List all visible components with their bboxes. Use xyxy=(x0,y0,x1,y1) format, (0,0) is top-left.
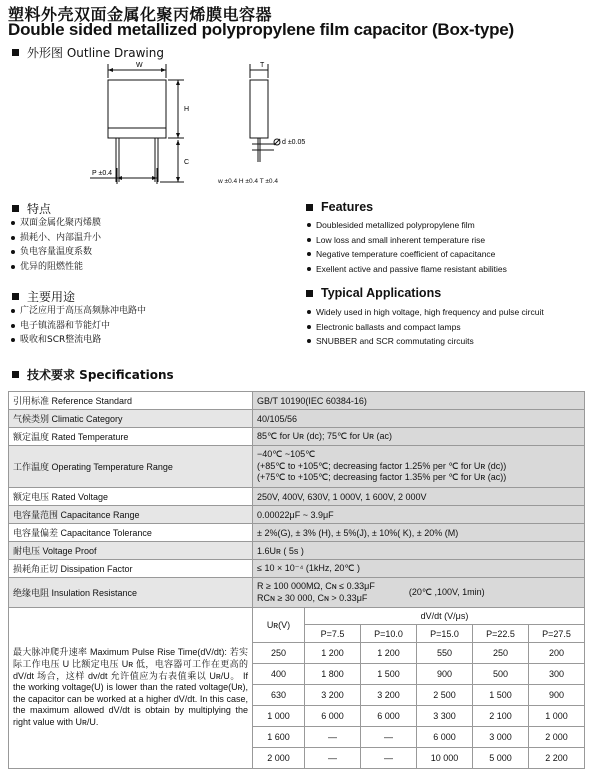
applications-cn-heading xyxy=(12,288,75,305)
side-body-outline xyxy=(250,80,268,138)
spec-value-note: (20℃ ,100V, 1min) xyxy=(408,587,485,597)
t-label: T xyxy=(260,62,265,69)
table-row xyxy=(9,392,585,410)
dvdt-cell: 900 xyxy=(417,664,473,685)
specs-table xyxy=(8,391,585,769)
spec-label: 损耗角正切 Dissipation Factor xyxy=(9,560,253,578)
dvdt-cell: 2 000 xyxy=(529,727,585,748)
dvdt-cell: 1 800 xyxy=(305,664,361,685)
pitch-header: P=7.5 xyxy=(305,625,361,643)
table-row xyxy=(9,608,585,625)
d-label: d ±0.05 xyxy=(282,139,306,146)
dvdt-cell: 6 000 xyxy=(417,727,473,748)
table-row xyxy=(9,488,585,506)
list-item: 优异的阻燃性能 xyxy=(10,260,101,275)
title-chinese: 塑料外壳双面金属化聚丙烯膜电容器 xyxy=(8,5,273,24)
dvdt-cell: 500 xyxy=(473,664,529,685)
table-row xyxy=(9,506,585,524)
spec-value: 0.00022μF ~ 3.9μF xyxy=(253,506,585,524)
pitch-header: P=10.0 xyxy=(361,625,417,643)
list-item: Doublesided metallized polypropylene film xyxy=(306,218,507,233)
spec-label: 电容量范围 Capacitance Range xyxy=(9,506,253,524)
table-row xyxy=(9,446,585,488)
spec-value: 85℃ for Uʀ (dc); 75℃ for Uʀ (ac) xyxy=(253,428,585,446)
dvdt-cell: 3 200 xyxy=(361,685,417,706)
spec-value: 250V, 400V, 630V, 1 000V, 1 600V, 2 000V xyxy=(253,488,585,506)
table-row xyxy=(9,428,585,446)
list-item: 损耗小、内部温升小 xyxy=(10,231,101,246)
dvdt-cell: 300 xyxy=(529,664,585,685)
spec-value-line: (+85℃ to +105℃; decreasing factor 1.25% per ℃ for Uʀ (dc)) xyxy=(257,460,507,471)
ur-cell: 1 000 xyxy=(253,706,305,727)
dvdt-cell: 900 xyxy=(529,685,585,706)
table-row xyxy=(9,542,585,560)
spec-value-line: RCɴ ≥ 30 000, Cɴ > 0.33μF xyxy=(257,592,368,603)
spec-value xyxy=(253,446,585,488)
dvdt-group-header: dV/dt (V/μs) xyxy=(305,608,585,625)
h-label: H xyxy=(184,106,190,113)
applications-cn-list xyxy=(10,304,146,348)
spec-label: 绝缘电阻 Insulation Resistance xyxy=(9,578,253,608)
dvdt-cell: — xyxy=(361,727,417,748)
table-row xyxy=(9,524,585,542)
dvdt-cell: 2 100 xyxy=(473,706,529,727)
list-item: Electronic ballasts and compact lamps xyxy=(306,320,544,335)
specs-heading xyxy=(12,366,174,383)
spec-value: 1.6Uʀ ( 5s ) xyxy=(253,542,585,560)
dvdt-cell: 250 xyxy=(473,643,529,664)
list-item: Negative temperature coefficient of capacitance xyxy=(306,247,507,262)
square-bullet-icon xyxy=(306,204,313,211)
list-item: 吸收和SCR整流电路 xyxy=(10,333,146,348)
dvdt-cell: 3 000 xyxy=(473,727,529,748)
list-item: Exellent active and passive flame resistant abilities xyxy=(306,262,507,277)
features-cn-list xyxy=(10,216,101,274)
list-item: 电子镇流器和节能灯中 xyxy=(10,319,146,334)
spec-value: ≤ 10 × 10⁻⁴ (1kHz, 20℃ ) xyxy=(253,560,585,578)
dvdt-cell: 5 000 xyxy=(473,748,529,769)
features-en-list xyxy=(306,218,507,276)
spec-value: ± 2%(G), ± 3% (H), ± 5%(J), ± 10%( K), ± 20% (M) xyxy=(253,524,585,542)
dvdt-cell: 2 200 xyxy=(529,748,585,769)
dvdt-cell: 550 xyxy=(417,643,473,664)
dvdt-description: 最大脉冲爬升速率 Maximum Pulse Rise Time(dV/dt): 若实际工作电压 U 比额定电压 Uʀ 低，电容器可工作在更高的 dV/dt 场合，这样 dv/dt 允许值应为右表值乘以 Uʀ/U。 If the working voltage(U) is lower than the rated voltage(Uʀ), the capacitor can be worked at a higher dV/dt. In this case, the maximum allowed dV/dt is obtain by multiplying the right value with Uʀ/U. xyxy=(9,608,253,769)
square-bullet-icon xyxy=(306,290,313,297)
ur-cell: 630 xyxy=(253,685,305,706)
features-en-heading-text: Features xyxy=(321,200,374,214)
dvdt-cell: 1 000 xyxy=(529,706,585,727)
dvdt-cell: 1 200 xyxy=(361,643,417,664)
spec-label: 气候类别 Climatic Category xyxy=(9,410,253,428)
spec-value-line: R ≥ 100 000MΩ, Cɴ ≤ 0.33μF xyxy=(257,581,375,591)
pitch-header: P=15.0 xyxy=(417,625,473,643)
dvdt-cell: 6 000 xyxy=(361,706,417,727)
pitch-header: P=27.5 xyxy=(529,625,585,643)
spec-value-line: −40℃ ~105℃ xyxy=(257,449,316,460)
square-bullet-icon xyxy=(12,49,19,56)
table-row xyxy=(9,560,585,578)
square-bullet-icon xyxy=(12,205,19,212)
spec-label: 工作温度 Operating Temperature Range xyxy=(9,446,253,488)
spec-value: GB/T 10190(IEC 60384-16) xyxy=(253,392,585,410)
spec-label: 额定电压 Rated Voltage xyxy=(9,488,253,506)
c-label: C xyxy=(184,159,190,166)
spec-value xyxy=(253,578,585,608)
list-item: 负电容量温度系数 xyxy=(10,245,101,260)
ur-header: Uʀ(V) xyxy=(253,608,305,643)
spec-label: 耐电压 Voltage Proof xyxy=(9,542,253,560)
features-cn-heading xyxy=(12,200,51,217)
square-bullet-icon xyxy=(12,371,19,378)
applications-cn-heading-text: 主要用途 xyxy=(27,290,76,304)
list-item: Widely used in high voltage, high frequency and pulse circuit xyxy=(306,305,544,320)
spec-value: 40/105/56 xyxy=(253,410,585,428)
features-en-heading xyxy=(306,200,373,214)
outline-heading-text: 外形图 Outline Drawing xyxy=(27,46,164,60)
title-english: Double sided metallized polypropylene film capacitor (Box-type) xyxy=(8,20,514,39)
list-item: Low loss and small inherent temperature rise xyxy=(306,233,507,248)
ur-cell: 250 xyxy=(253,643,305,664)
ur-cell: 1 600 xyxy=(253,727,305,748)
dimension-tolerances: w ±0.4 H ±0.4 T ±0.4 xyxy=(218,178,278,185)
dvdt-cell: 3 300 xyxy=(417,706,473,727)
w-label: W xyxy=(136,62,143,69)
applications-en-heading xyxy=(306,286,441,300)
list-item: 广泛应用于高压高频脉冲电路中 xyxy=(10,304,146,319)
dvdt-cell: 1 200 xyxy=(305,643,361,664)
dvdt-cell: 1 500 xyxy=(361,664,417,685)
dvdt-cell: — xyxy=(305,727,361,748)
dvdt-cell: 1 500 xyxy=(473,685,529,706)
table-row xyxy=(9,410,585,428)
spec-label: 引用标准 Reference Standard xyxy=(9,392,253,410)
outline-drawing xyxy=(60,56,340,192)
dvdt-cell: — xyxy=(361,748,417,769)
table-row xyxy=(9,578,585,608)
dvdt-cell: 3 200 xyxy=(305,685,361,706)
dvdt-cell: 2 500 xyxy=(417,685,473,706)
specs-heading-text: 技术要求 Specifications xyxy=(27,368,174,382)
dvdt-cell: 10 000 xyxy=(417,748,473,769)
spec-label: 额定温度 Rated Temperature xyxy=(9,428,253,446)
spec-label: 电容量偏差 Capacitance Tolerance xyxy=(9,524,253,542)
ur-cell: 400 xyxy=(253,664,305,685)
front-body-outline xyxy=(108,80,166,138)
dvdt-cell: 6 000 xyxy=(305,706,361,727)
list-item: 双面金属化聚丙烯膜 xyxy=(10,216,101,231)
spec-value-line: (+75℃ to +105℃; decreasing factor 1.35% per ℃ for Uʀ (ac)) xyxy=(257,472,507,483)
applications-en-heading-text: Typical Applications xyxy=(321,286,442,300)
dvdt-cell: — xyxy=(305,748,361,769)
list-item: SNUBBER and SCR commutating circuits xyxy=(306,334,544,349)
p-label: P ±0.4 xyxy=(92,170,113,177)
pitch-header: P=22.5 xyxy=(473,625,529,643)
square-bullet-icon xyxy=(12,293,19,300)
dvdt-cell: 200 xyxy=(529,643,585,664)
applications-en-list xyxy=(306,305,544,349)
ur-cell: 2 000 xyxy=(253,748,305,769)
features-cn-heading-text: 特点 xyxy=(27,202,52,216)
